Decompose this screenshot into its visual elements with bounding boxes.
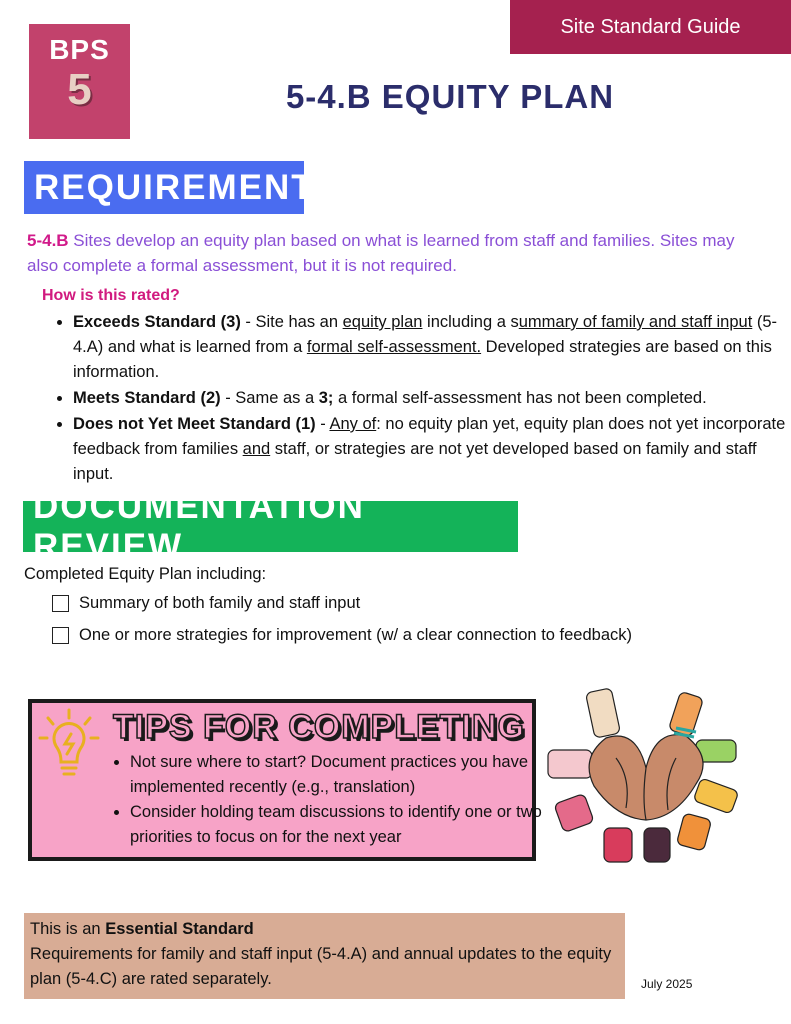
badge-number: 5	[67, 65, 92, 114]
tips-heading: TIPS FOR COMPLETING	[113, 708, 525, 746]
rating-item-meets	[73, 386, 791, 411]
checklist-item-strategies	[52, 626, 632, 645]
rating-text: (5-4.A) and what is learned from a	[73, 313, 778, 356]
requirement-description: Sites develop an equity plan based on what is learned from staff and families. Sites may also complete a formal assessment, but it is not required.	[27, 231, 735, 275]
rating-item-exceeds	[73, 310, 791, 385]
documentation-review-heading	[23, 486, 518, 566]
rating-text: a formal self-assessment has not been completed.	[333, 389, 707, 407]
rating-text: Developed strategies are based on this information.	[73, 338, 772, 381]
guide-label: Site Standard Guide	[560, 15, 741, 38]
essential-prefix: This is an	[30, 920, 106, 938]
checklist-label: One or more strategies for improvement (w/ a clear connection to feedback)	[79, 626, 632, 644]
requirement-code: 5-4.B	[27, 231, 69, 250]
rating-list	[50, 310, 791, 488]
site-standard-guide-banner	[510, 0, 791, 54]
essential-text: Requirements for family and staff input (5-4.A) and annual updates to the equity plan (5-4.C) are rated separately.	[30, 945, 612, 988]
joined-hands-illustration	[546, 688, 746, 866]
rating-bold: 3;	[318, 389, 334, 407]
rating-text: staff, or strategies are not yet developed based on family and staff input.	[73, 440, 757, 483]
checklist-item-summary	[52, 594, 360, 613]
publication-date: July 2025	[641, 977, 693, 991]
rating-underline: Any of	[329, 415, 377, 433]
lightbulb-icon	[34, 706, 104, 786]
requirement-text	[27, 228, 767, 278]
essential-line	[30, 917, 619, 942]
requirement-heading	[24, 161, 315, 214]
requirement-heading-text: REQUIREMENT	[34, 167, 315, 207]
rating-item-not-yet	[73, 412, 791, 487]
rating-label: Does not Yet Meet Standard (1)	[73, 415, 316, 433]
rating-underline: formal self-assessment.	[306, 338, 482, 356]
rating-text: including a s	[422, 313, 519, 331]
bps-standard-badge	[29, 24, 130, 139]
documentation-heading-text: DOCUMENTATION REVIEW	[33, 486, 365, 566]
checkbox-strategies[interactable]	[52, 627, 69, 644]
checkbox-summary[interactable]	[52, 595, 69, 612]
rating-underline: and	[242, 440, 271, 458]
documentation-intro: Completed Equity Plan including:	[24, 565, 267, 583]
essential-standard-note	[24, 913, 625, 999]
rating-label: Exceeds Standard (3)	[73, 313, 241, 331]
checklist-label: Summary of both family and staff input	[79, 594, 361, 612]
rating-text: - Same as a	[220, 389, 319, 407]
rating-label: Meets Standard (2)	[73, 389, 221, 407]
rating-text: : no equity plan yet, equity plan does not yet incorporate feedback from families	[73, 415, 786, 458]
rating-underline: ummary of family and staff input	[518, 313, 753, 331]
rating-underline: equity plan	[342, 313, 423, 331]
tip-item: • Not sure where to start? Document practices you have implemented recently (e.g., translation)	[130, 750, 550, 800]
rating-heading: How is this rated?	[42, 287, 180, 304]
page-title: 5-4.B EQUITY PLAN	[285, 78, 615, 115]
tip-item: • Consider holding team discussions to identify one or two priorities to focus on for the next year	[130, 800, 550, 850]
essential-bold: Essential Standard	[105, 920, 254, 938]
rating-text: -	[315, 415, 330, 433]
rating-text: - Site has an	[240, 313, 343, 331]
tips-list	[110, 750, 550, 850]
badge-bps-label: BPS	[49, 34, 110, 65]
